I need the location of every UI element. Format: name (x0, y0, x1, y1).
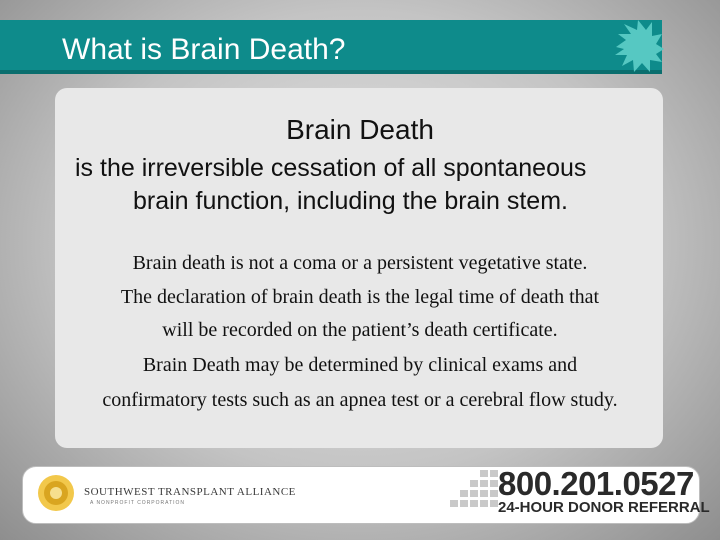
brain-death-heading: Brain Death (286, 114, 434, 145)
org-name: SOUTHWEST TRANSPLANT ALLIANCE (84, 486, 296, 498)
body-line-2: The declaration of brain death is the legal time of death that (120, 286, 600, 308)
definition-line-2: brain function, including the brain stem. (133, 187, 568, 215)
sunburst-icon (612, 18, 664, 76)
sun-logo-icon (36, 471, 76, 515)
grid-dots-icon (446, 468, 498, 516)
body-line-3: will be recorded on the patient’s death certificate. (162, 319, 558, 341)
definition-line-1: is the irreversible cessation of all spontaneous (75, 154, 587, 182)
org-tagline: A NONPROFIT CORPORATION (90, 500, 186, 506)
slide-title: What is Brain Death? (62, 33, 346, 66)
body-line-4: Brain Death may be determined by clinical exams and (142, 354, 578, 376)
title-bar (0, 20, 662, 74)
body-line-5: confirmatory tests such as an apnea test or a cerebral flow study. (102, 389, 618, 411)
referral-phone-number: 800.201.0527 (498, 465, 694, 502)
body-line-1: Brain death is not a coma or a persistent vegetative state. (132, 252, 588, 274)
referral-label: 24-HOUR DONOR REFERRAL (498, 499, 710, 516)
